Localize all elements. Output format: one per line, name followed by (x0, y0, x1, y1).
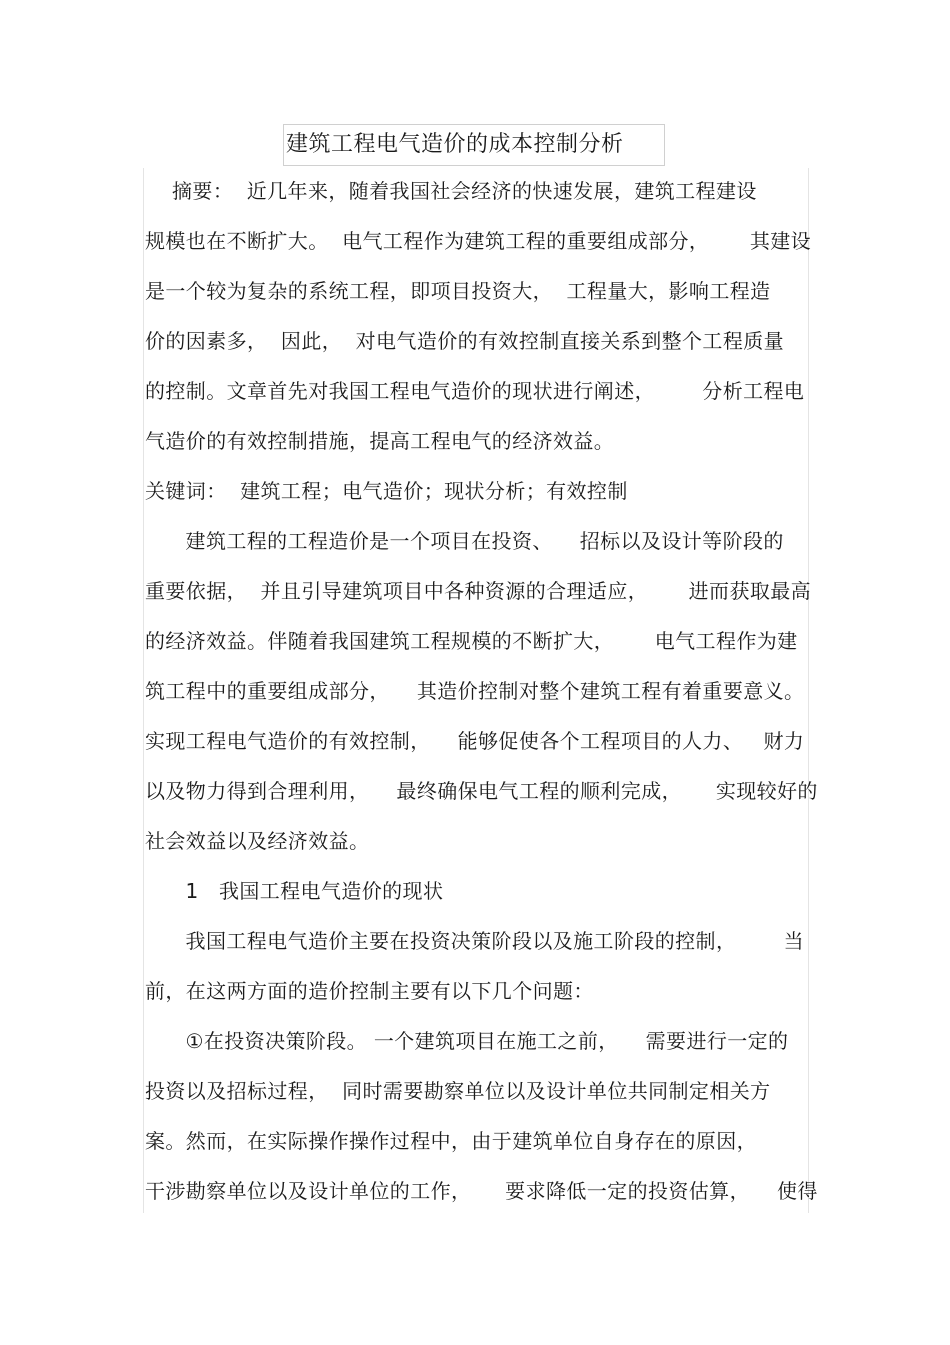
body-line-13: 以及物力得到合理利用， 最终确保电气工程的顺利完成， 实现较好的 (145, 779, 818, 803)
section-heading: 1 我国工程电气造价的现状 (145, 879, 444, 903)
body-line-2: 规模也在不断扩大。 电气工程作为建筑工程的重要组成部分， 其建设 (145, 229, 812, 253)
body-line-12: 实现工程电气造价的有效控制， 能够促使各个工程项目的人力、 财力 (145, 729, 805, 753)
body-line-5: 的控制。文章首先对我国工程电气造价的现状进行阐述， 分析工程电 (145, 379, 805, 403)
body-line-20: 案。然而，在实际操作操作过程中，由于建筑单位自身存在的原因， (145, 1129, 757, 1153)
body-line-11: 筑工程中的重要组成部分， 其造价控制对整个建筑工程有着重要意义。 (145, 679, 805, 703)
body-line-4: 价的因素多， 因此， 对电气造价的有效控制直接关系到整个工程质量 (145, 329, 785, 353)
body-line-6: 气造价的有效控制措施，提高工程电气的经济效益。 (145, 429, 615, 453)
document-title: 建筑工程电气造价的成本控制分析 (286, 132, 624, 157)
body-line-3: 是一个较为复杂的系统工程，即项目投资大， 工程量大，影响工程造 (145, 279, 771, 303)
body-line-10: 的经济效益。伴随着我国建筑工程规模的不断扩大， 电气工程作为建 (145, 629, 798, 653)
body-line-1: 摘要： 近几年来，随着我国社会经济的快速发展，建筑工程建设 (145, 179, 757, 203)
body-line-16: 我国工程电气造价主要在投资决策阶段以及施工阶段的控制， 当 (145, 929, 805, 953)
body-line-19: 投资以及招标过程， 同时需要勘察单位以及设计单位共同制定相关方 (145, 1079, 771, 1103)
body-line-18: ①在投资决策阶段。 一个建筑项目在施工之前， 需要进行一定的 (145, 1029, 789, 1053)
body-line-14: 社会效益以及经济效益。 (145, 829, 370, 853)
body-line-8: 建筑工程的工程造价是一个项目在投资、 招标以及设计等阶段的 (145, 529, 784, 553)
keywords-line: 关键词： 建筑工程；电气造价；现状分析；有效控制 (145, 479, 628, 503)
body-line-21: 干涉勘察单位以及设计单位的工作， 要求降低一定的投资估算， 使得 (145, 1179, 818, 1203)
body-line-17: 前，在这两方面的造价控制主要有以下几个问题： (145, 979, 594, 1003)
body-line-9: 重要依据， 并且引导建筑项目中各种资源的合理适应， 进而获取最高 (145, 579, 812, 603)
